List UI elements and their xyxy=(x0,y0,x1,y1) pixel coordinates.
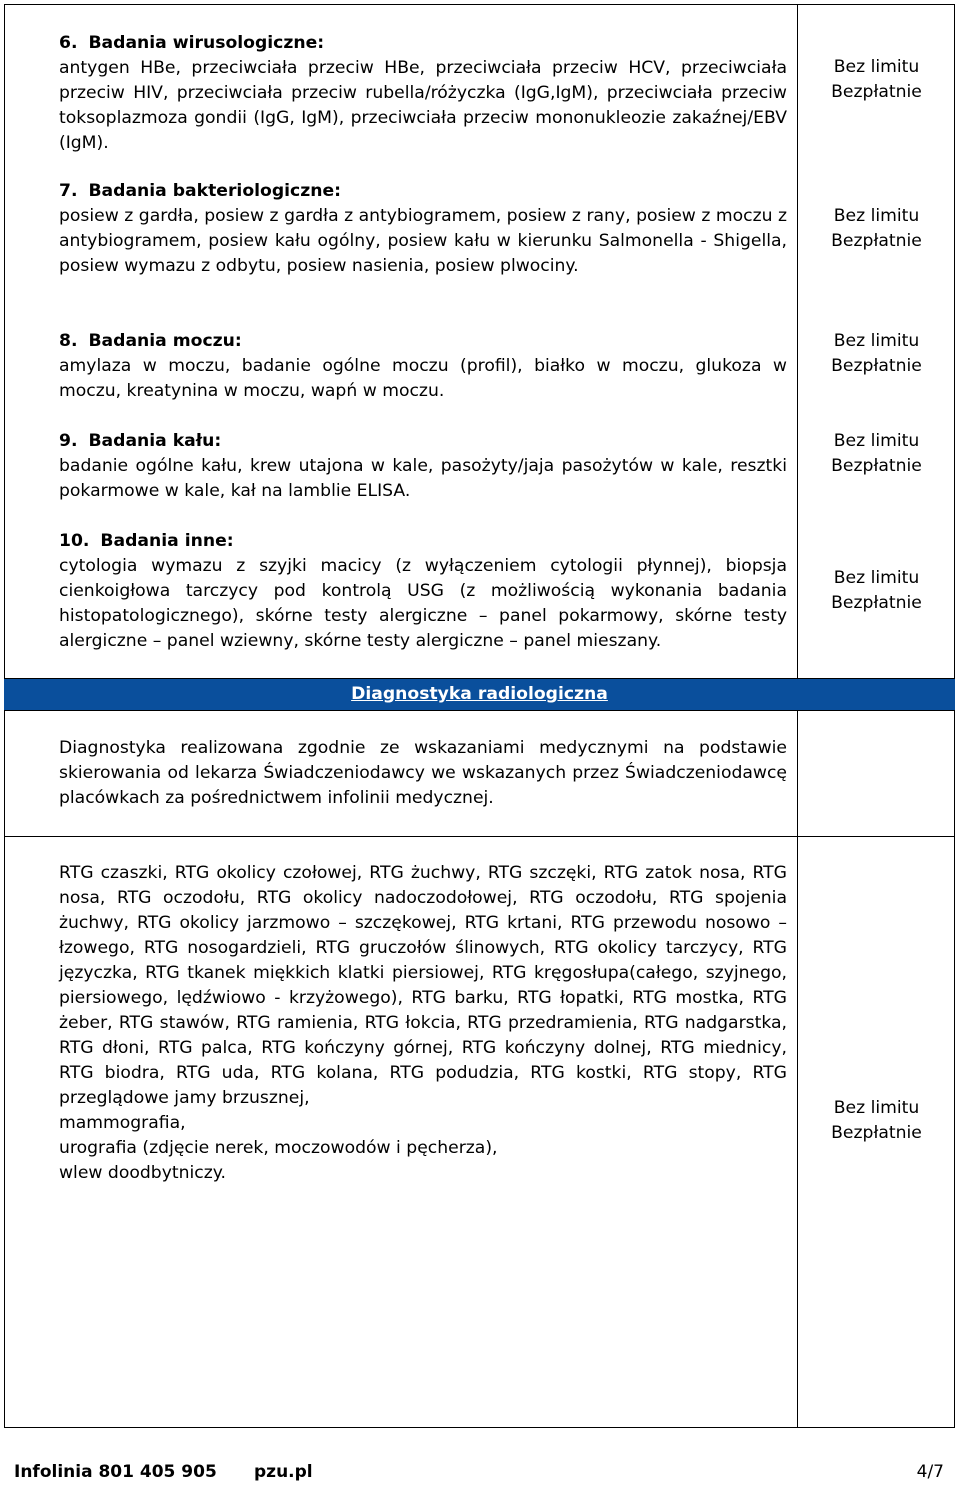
radiology-list xyxy=(59,861,787,1186)
limit-cell xyxy=(798,566,955,616)
page-footer xyxy=(0,1460,960,1483)
section-text: posiew z gardła, posiew z gardła z antybiogramem, posiew z rany, posiew z moczu z antybiogramem, posiew kału ogólny, posiew kału w kierunku Salmonella - Shigella, posiew wymazu z odbytu, posiew nasienia, posiew plwociny. xyxy=(59,206,787,276)
section-number: 6. xyxy=(59,33,78,53)
price-text: Bezpłatnie xyxy=(831,231,922,251)
section-title: Badania inne: xyxy=(100,531,234,551)
limit-cell xyxy=(798,204,955,254)
footer-website: pzu.pl xyxy=(254,1462,313,1482)
limit-text: Bez limitu xyxy=(833,331,920,351)
section-virology xyxy=(59,31,787,156)
section-bacteriology xyxy=(59,179,787,279)
section-stool xyxy=(59,429,787,504)
limit-text: Bez limitu xyxy=(833,1098,920,1118)
section-number: 10. xyxy=(59,531,90,551)
radiology-list-item: urografia (zdjęcie nerek, moczowodów i pęcherza), xyxy=(59,1138,498,1158)
limit-cell xyxy=(798,55,955,105)
radiology-intro xyxy=(59,736,787,811)
radiology-header-band xyxy=(4,678,955,711)
section-number: 8. xyxy=(59,331,78,351)
radiology-intro-text: Diagnostyka realizowana zgodnie ze wskazaniami medycznymi na podstawie skierowania od lekarza Świadczeniodawcy we wskazanych przez Świadczeniodawcę placówkach za pośrednictwem infolinii medycznej. xyxy=(59,738,787,808)
section-text: cytologia wymazu z szyjki macicy (z wyłączeniem cytologii płynnej), biopsja cienkoigłowa tarczycy pod kontrolą USG (z możliwością wykonania badania histopatologicznego), skórne testy alergiczne – panel pokarmowy, skórne testy alergiczne – panel wziewny, skórne testy alergiczne – panel mieszany. xyxy=(59,556,787,651)
limit-cell xyxy=(798,429,955,479)
radiology-header: Diagnostyka radiologiczna xyxy=(351,684,608,704)
limit-cell xyxy=(798,329,955,379)
section-other xyxy=(59,529,787,654)
footer-page-number: 4/7 xyxy=(916,1462,944,1482)
radiology-list-item: wlew doodbytniczy. xyxy=(59,1163,226,1183)
section-text: badanie ogólne kału, krew utajona w kale, pasożyty/jaja pasożytów w kale, resztki pokarmowe w kale, kał na lamblie ELISA. xyxy=(59,456,787,501)
price-text: Bezpłatnie xyxy=(831,456,922,476)
section-title: Badania kału: xyxy=(88,431,222,451)
section-number: 9. xyxy=(59,431,78,451)
section-urine xyxy=(59,329,787,404)
row-divider xyxy=(4,836,955,837)
price-text: Bezpłatnie xyxy=(831,356,922,376)
section-title: Badania moczu: xyxy=(88,331,242,351)
limit-cell xyxy=(798,1096,955,1146)
column-divider xyxy=(797,711,798,1428)
limit-text: Bez limitu xyxy=(833,57,920,77)
price-text: Bezpłatnie xyxy=(831,1123,922,1143)
limit-text: Bez limitu xyxy=(833,431,920,451)
limit-text: Bez limitu xyxy=(833,206,920,226)
radiology-list-text: RTG czaszki, RTG okolicy czołowej, RTG żuchwy, RTG szczęki, RTG zatok nosa, RTG nosa, RTG oczodołu, RTG okolicy nadoczodołowej, RTG oczodołu, RTG spojenia żuchwy, RTG okolicy jarzmowo – szczękowej, RTG krtani, RTG przewodu nosowo – łzowego, RTG nosogardzieli, RTG gruczołów ślinowych, RTG okolicy tarczycy, RTG języczka, RTG tkanek miękkich klatki piersiowej, RTG kręgosłupa(całego, szyjnego, piersiowego, lędźwiowo - krzyżowego), RTG barku, RTG łopatki, RTG mostka, RTG żeber, RTG stawów, RTG ramienia, RTG łokcia, RTG przedramienia, RTG nadgarstka, RTG dłoni, RTG palca, RTG kończyny górnej, RTG kończyny dolnej, RTG miednicy, RTG biodra, RTG uda, RTG kolana, RTG podudzia, RTG kostki, RTG stopy, RTG przeglądowe jamy brzusznej, xyxy=(59,863,787,1108)
section-text: antygen HBe, przeciwciała przeciw HBe, przeciwciała przeciw HCV, przeciwciała przeciw HIV, przeciwciała przeciw rubella/różyczka (IgG,IgM), przeciwciała przeciw toksoplazmoza gondii (IgG, IgM), przeciwciała przeciw mononukleozie zakaźnej/EBV (IgM). xyxy=(59,58,787,153)
limit-text: Bez limitu xyxy=(833,568,920,588)
section-title: Badania bakteriologiczne: xyxy=(88,181,341,201)
price-text: Bezpłatnie xyxy=(831,82,922,102)
radiology-list-item: mammografia, xyxy=(59,1113,186,1133)
section-text: amylaza w moczu, badanie ogólne moczu (profil), białko w moczu, glukoza w moczu, kreatynina w moczu, wapń w moczu. xyxy=(59,356,787,401)
footer-hotline: Infolinia 801 405 905 xyxy=(14,1462,217,1482)
price-text: Bezpłatnie xyxy=(831,593,922,613)
section-title: Badania wirusologiczne: xyxy=(88,33,325,53)
section-number: 7. xyxy=(59,181,78,201)
